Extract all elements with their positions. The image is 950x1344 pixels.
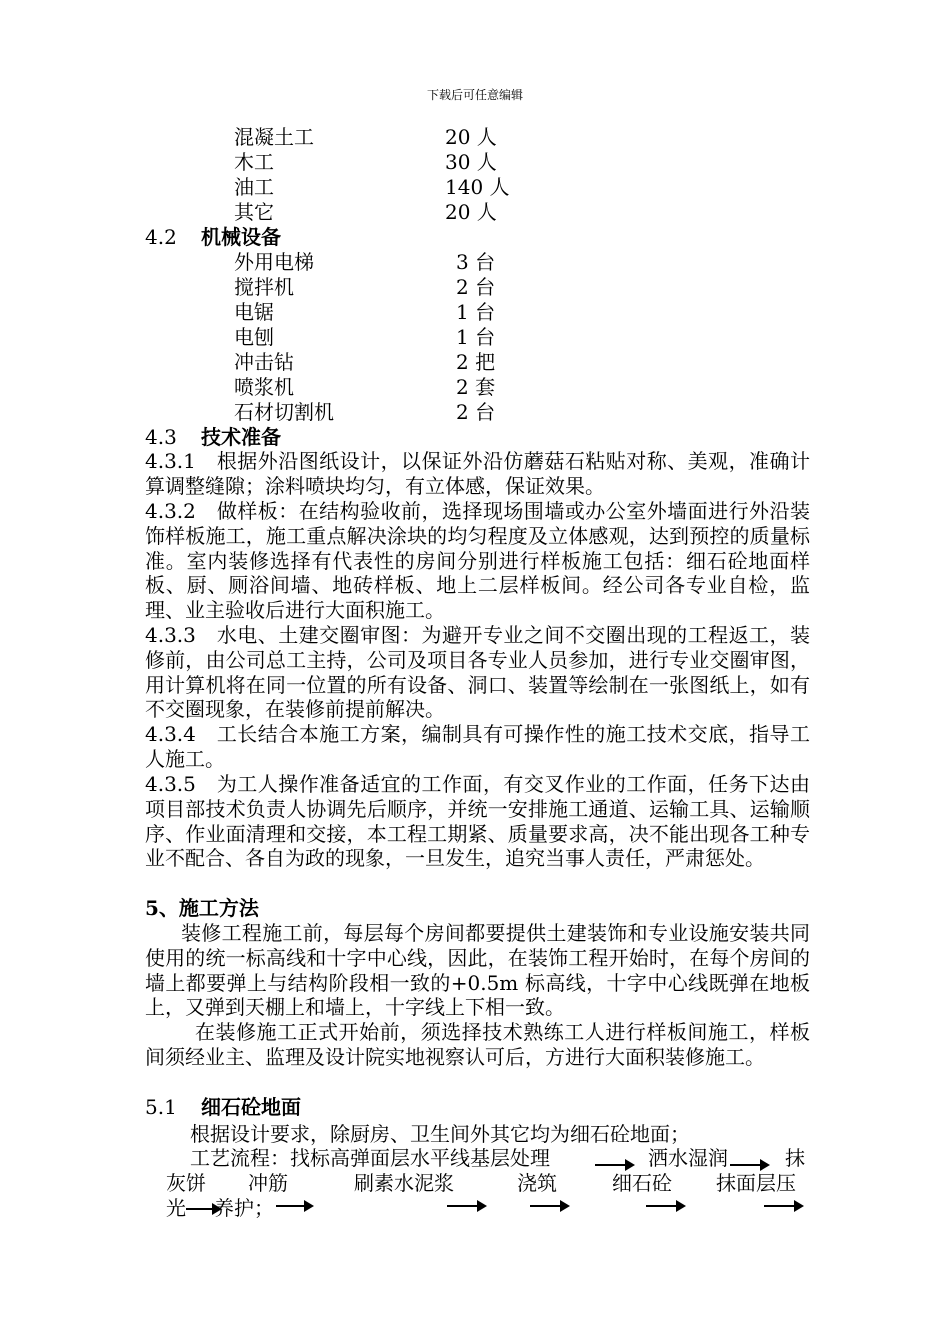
flow-step-mianceng: 抹面层压 xyxy=(716,1171,796,1195)
flow-step-jiaozhu: 浇筑 xyxy=(517,1171,557,1195)
equipment-count: 2 套 xyxy=(456,375,496,399)
equipment-name: 外用电梯 xyxy=(234,250,314,274)
section-5-1-heading xyxy=(145,1095,301,1119)
equipment-name: 电刨 xyxy=(234,325,274,349)
labor-name: 油工 xyxy=(234,175,274,199)
labor-count: 20 人 xyxy=(445,125,497,149)
equipment-count: 2 台 xyxy=(456,275,496,299)
page-header: 下载后可任意编辑 xyxy=(426,88,523,102)
arrow-right-icon xyxy=(530,1200,570,1212)
flow-step-shuani: 刷素水泥浆 xyxy=(354,1171,454,1195)
equipment-name: 喷浆机 xyxy=(234,375,294,399)
section-number: 5.1 xyxy=(145,1095,177,1119)
paragraph-4-3-3: 4.3.3 水电、土建交圈审图：为避开专业之间不交圈出现的工程返工，装修前，由公司总工主持，公司及项目各专业人员参加，进行专业交圈审图，用计算机将在同一位置的所有设备、洞口、装置等绘制在一张图纸上，如有不交圈现象，在装修前提前解决。 xyxy=(145,623,810,722)
arrow-right-icon xyxy=(447,1200,487,1212)
arrow-right-icon xyxy=(276,1200,314,1212)
paragraph-5-intro: 装修工程施工前，每层每个房间都要提供土建装饰和专业设施安装共同使用的统一标高线和十字中心线，因此，在装饰工程开始时，在每个房间的墙上都要弹上与结构阶段相一致的+0.5m 标高线，十字中心线既弹在地板上，又弹到天棚上和墙上，十字线上下相一致。 xyxy=(145,921,810,1020)
flow-step-huibing: 灰饼 xyxy=(166,1171,206,1195)
labor-count: 20 人 xyxy=(445,200,497,224)
equipment-count: 1 台 xyxy=(456,300,496,324)
flow-step-yanghu: 养护； xyxy=(214,1196,274,1220)
equipment-count: 3 台 xyxy=(456,250,496,274)
section-5-heading: 5、施工方法 xyxy=(145,896,259,920)
equipment-count: 2 把 xyxy=(456,350,496,374)
paragraph-5-1: 根据设计要求，除厨房、卫生间外其它均为细石砼地面； xyxy=(190,1122,690,1146)
paragraph-5-sample: 在装修施工正式开始前，须选择技术熟练工人进行样板间施工，样板间须经业主、监理及设计院实地视察认可后，方进行大面积装修施工。 xyxy=(145,1020,810,1069)
labor-count: 140 人 xyxy=(445,175,510,199)
paragraph-4-3-2: 4.3.2 做样板：在结构验收前，选择现场围墙或办公室外墙面进行外沿装饰样板施工，施工重点解决涂块的均匀程度及立体感观，达到预控的质量标准。室内装修选择有代表性的房间分别进行样板施工包括：细石砼地面样板、厨、厕浴间墙、地砖样板、地上二层样板间。经公司各专业自检，监理、业主验收后进行大面积施工。 xyxy=(145,499,810,623)
flow-step-chongjin: 冲筋 xyxy=(248,1171,288,1195)
equipment-name: 冲击钻 xyxy=(234,350,294,374)
arrow-right-icon xyxy=(730,1159,770,1171)
labor-name: 混凝土工 xyxy=(234,125,314,149)
arrow-right-icon xyxy=(595,1159,635,1171)
labor-name: 木工 xyxy=(234,150,274,174)
flow-step-guang: 光 xyxy=(166,1196,186,1220)
paragraph-4-3-4: 4.3.4 工长结合本施工方案，编制具有可操作性的施工技术交底，指导工人施工。 xyxy=(145,722,810,771)
flow-step-mo: 抹 xyxy=(785,1146,805,1170)
flow-step-water: 洒水湿润 xyxy=(648,1146,728,1170)
section-title: 技术准备 xyxy=(201,425,281,449)
section-title: 细石砼地面 xyxy=(201,1095,301,1119)
section-title: 机械设备 xyxy=(201,225,281,249)
section-4-2-heading xyxy=(145,225,281,249)
arrow-right-icon xyxy=(646,1200,686,1212)
paragraph-4-3-1: 4.3.1 根据外沿图纸设计，以保证外沿仿蘑菇石粘贴对称、美观，准确计算调整缝隙；涂料喷块均匀，有立体感，保证效果。 xyxy=(145,449,810,498)
labor-count: 30 人 xyxy=(445,150,497,174)
section-number: 4.3 xyxy=(145,425,177,449)
equipment-name: 电锯 xyxy=(234,300,274,324)
section-4-3-heading xyxy=(145,425,281,449)
equipment-name: 搅拌机 xyxy=(234,275,294,299)
flow-step-xishi: 细石砼 xyxy=(612,1171,672,1195)
paragraph-4-3-5: 4.3.5 为工人操作准备适宜的工作面，有交叉作业的工作面，任务下达由项目部技术负责人协调先后顺序，并统一安排施工通道、运输工具、运输顺序、作业面清理和交接，本工程工期紧、质量要求高，决不能出现各工种专业不配合、各自为政的现象，一旦发生，追究当事人责任，严肃惩处。 xyxy=(145,772,810,871)
equipment-count: 1 台 xyxy=(456,325,496,349)
equipment-name: 石材切割机 xyxy=(234,400,334,424)
arrow-right-icon xyxy=(764,1200,804,1212)
section-number: 4.2 xyxy=(145,225,177,249)
flow-step-start: 工艺流程：找标高弹面层水平线基层处理 xyxy=(190,1146,550,1170)
labor-name: 其它 xyxy=(234,200,274,224)
equipment-count: 2 台 xyxy=(456,400,496,424)
